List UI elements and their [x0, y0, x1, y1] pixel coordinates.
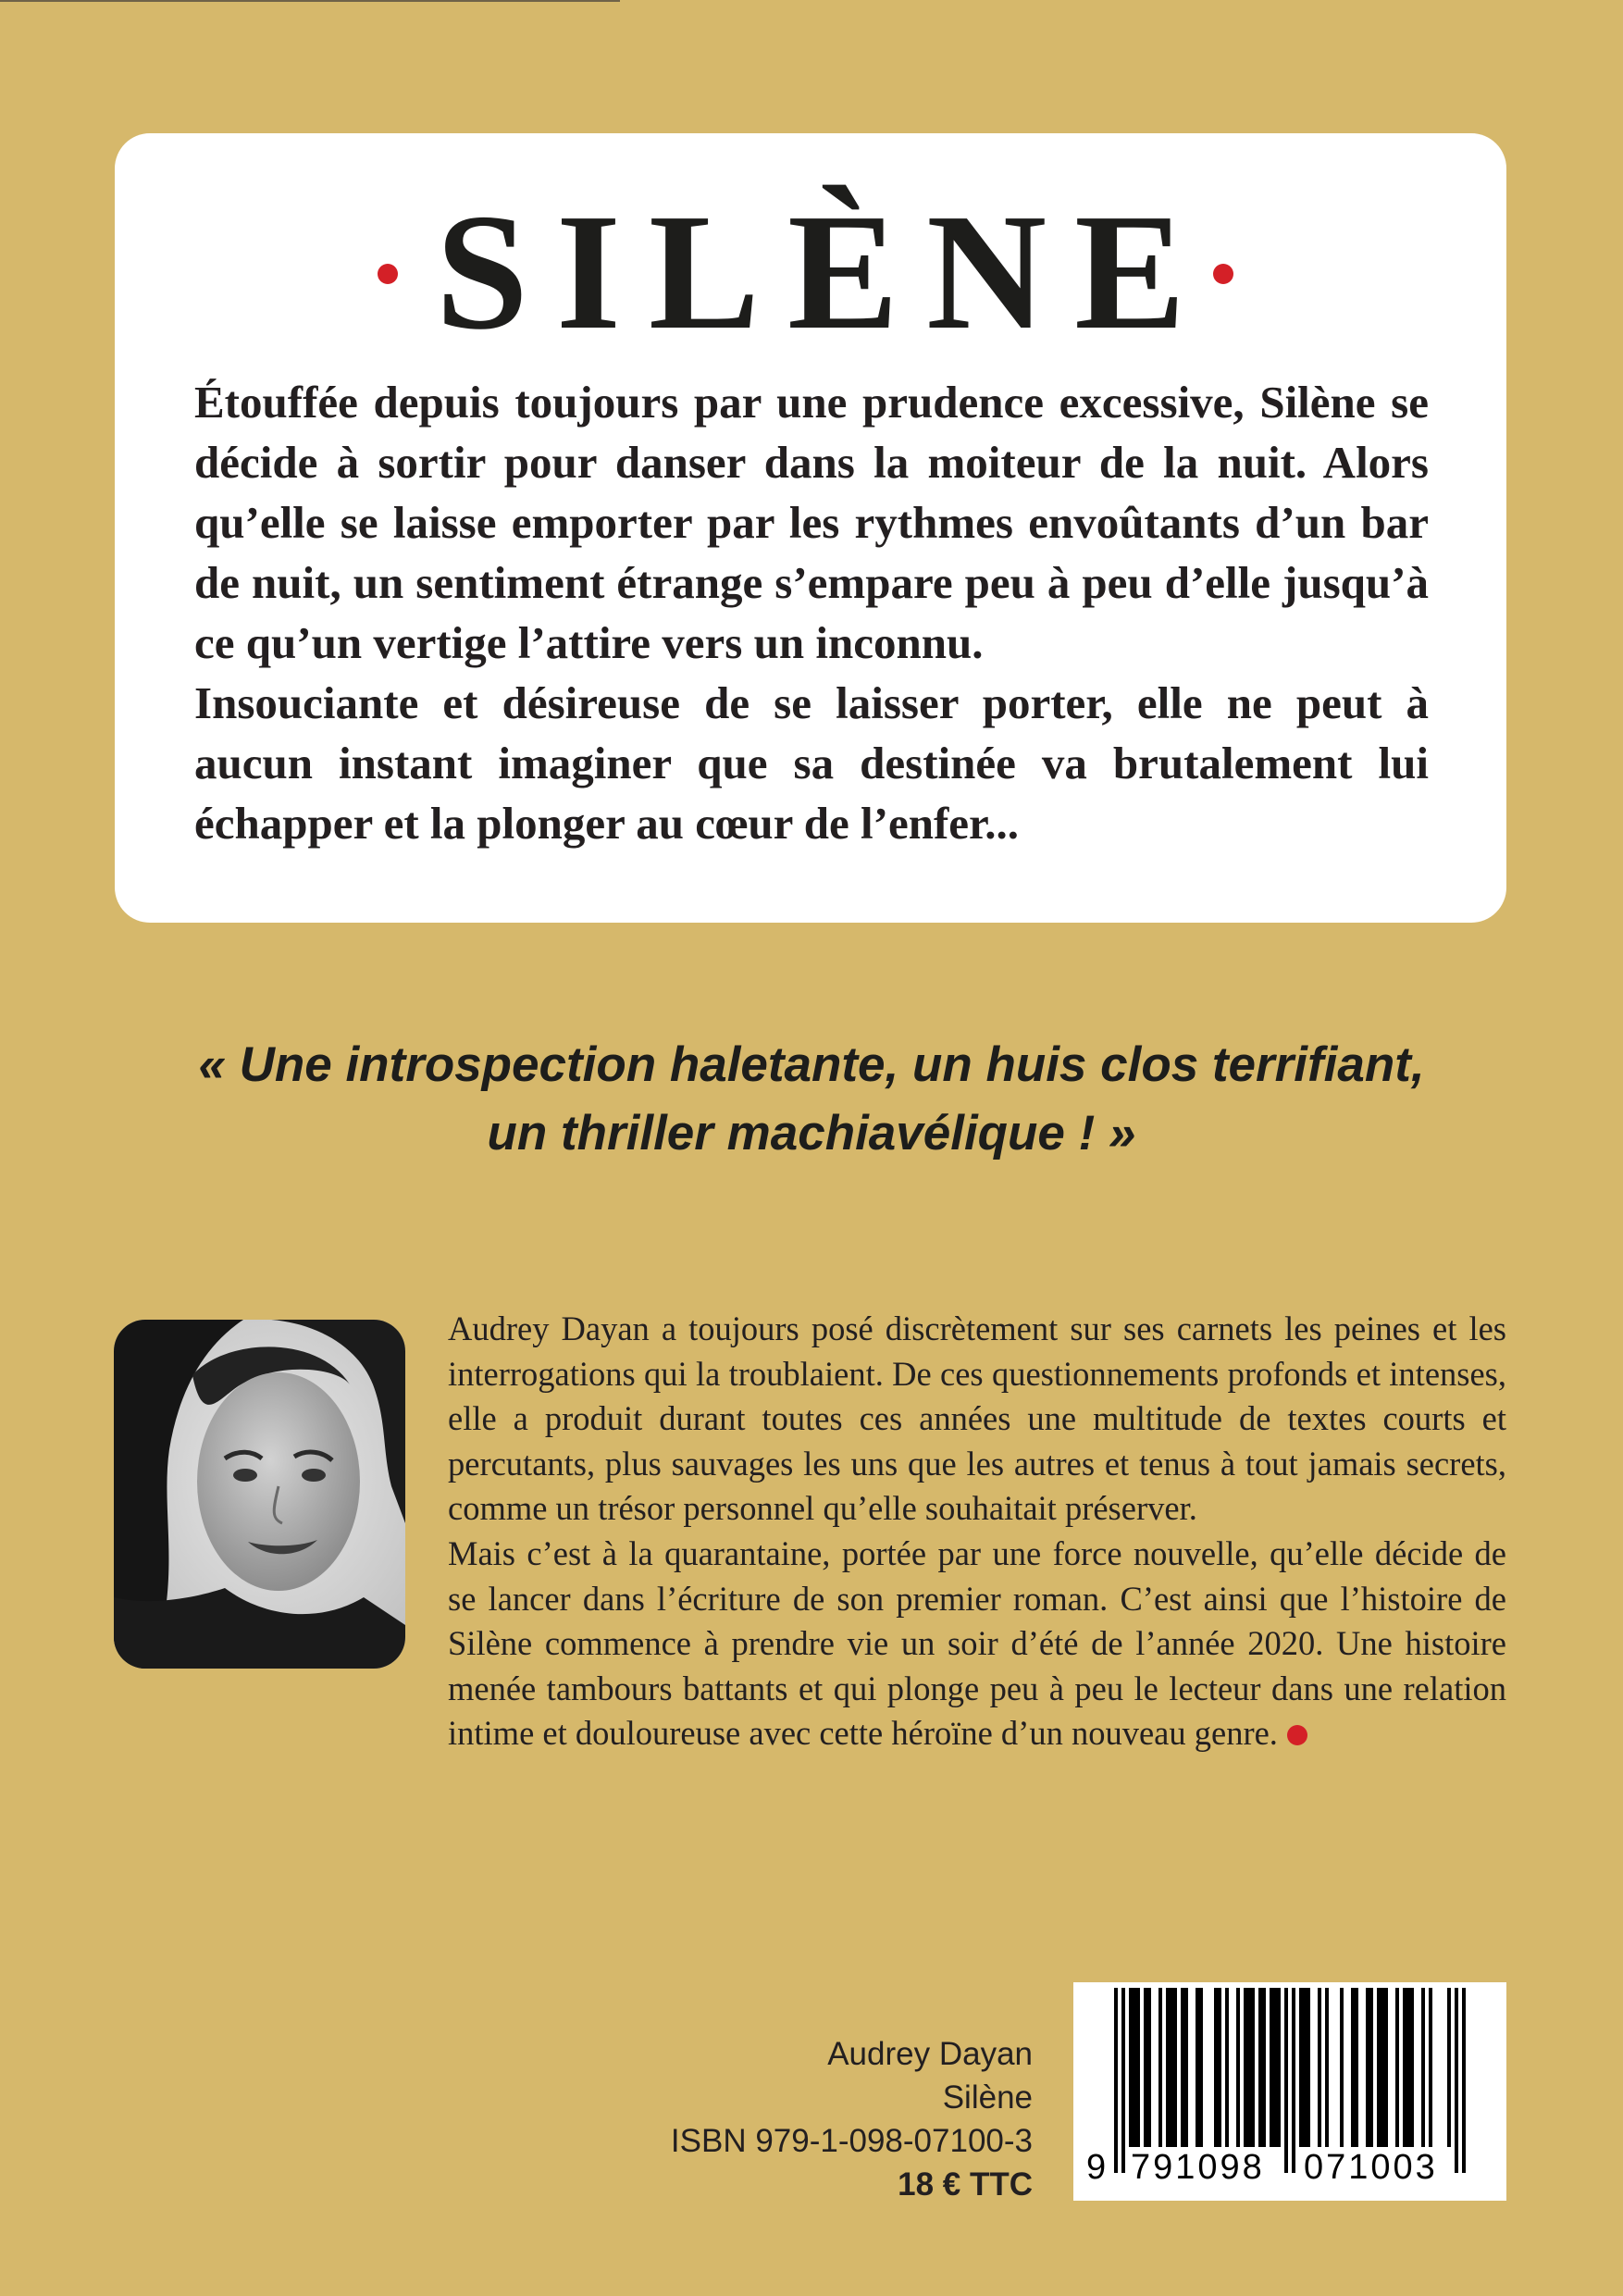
barcode-bar	[1369, 1988, 1373, 2147]
imprint-price: 18 € TTC	[898, 2166, 1033, 2203]
barcode-bar	[1318, 1988, 1321, 2147]
barcode-bar	[1303, 1988, 1307, 2147]
quote-line-1: « Une introspection haletante, un huis clos terrifiant,	[198, 1037, 1425, 1092]
barcode-bar	[1421, 1988, 1425, 2147]
bio-paragraph-2-text: Mais c’est à la quarantaine, portée par une force nouvelle, qu’elle décide de se lancer dans l’écriture de son premier roman. C’est ainsi que l’histoire de Silène commence à prendre vie un soir d’été de l’année 2020. Une histoire menée tambours battants et qui plonge peu à peu le lecteur dans une relation intime et douloureuse avec cette héroïne d’un nouveau genre.	[448, 1533, 1506, 1753]
barcode-bar	[1166, 1988, 1170, 2147]
barcode-bar	[1244, 1988, 1247, 2147]
barcode-bar	[1214, 1988, 1218, 2147]
barcode-right-group: 071003	[1304, 2148, 1438, 2187]
barcode-bar	[1377, 1988, 1381, 2147]
barcode-bar	[1384, 1988, 1388, 2147]
barcode-bar	[1270, 1988, 1273, 2147]
barcode-bar	[1262, 1988, 1266, 2147]
imprint-isbn: ISBN 979-1-098-07100-3	[670, 2123, 1033, 2159]
author-bio	[115, 1307, 1506, 1756]
barcode-bar	[1251, 1988, 1255, 2147]
barcode-bar	[1447, 1988, 1451, 2147]
barcode-guard-bar	[1462, 1988, 1466, 2173]
synopsis-paragraph-1: Étouffée depuis toujours par une prudence excessive, Silène se décide à sortir pour danser dans la moiteur de la nuit. Alors qu’elle se laisse emporter par les rythmes envoûtants d’un bar de nuit, un sentiment étrange s’empare peu à peu d’elle jusqu’à ce qu’un vertige l’attire vers un inconnu.	[194, 377, 1429, 668]
barcode-bar	[1170, 1988, 1173, 2147]
barcode-bar	[1144, 1988, 1147, 2147]
barcode-bar	[1184, 1988, 1188, 2147]
barcode-bar	[1147, 1988, 1151, 2147]
barcode-guard-bar	[1284, 1988, 1288, 2173]
barcode-bar	[1136, 1988, 1140, 2147]
synopsis-text	[194, 372, 1429, 853]
barcode-bar	[1307, 1988, 1310, 2147]
barcode-bar	[1258, 1988, 1262, 2147]
barcode-first-digit: 9	[1086, 2148, 1107, 2187]
barcode-bar	[1351, 1988, 1355, 2147]
barcode-bar	[1196, 1988, 1199, 2147]
barcode-bar	[1340, 1988, 1344, 2147]
imprint-block	[671, 2032, 1033, 2206]
barcode-guard-bar	[1121, 1988, 1125, 2173]
bio-paragraph-1: Audrey Dayan a toujours posé discrètement sur ses carnets les peines et les interrogations qui la troublaient. De ces questionnements profonds et intenses, elle a produit durant toutes ces années une multitude de textes courts et percutants, plus sauvages les uns que les autres et tenus à tout jamais secrets, comme un trésor personnel qu’elle souhaitait préserver.	[448, 1309, 1506, 1528]
barcode-bar	[1129, 1988, 1133, 2147]
barcode-bar	[1181, 1988, 1184, 2147]
top-rule	[0, 0, 620, 2]
barcode-bar	[1247, 1988, 1251, 2147]
barcode-bar	[1218, 1988, 1221, 2147]
synopsis-card	[115, 133, 1506, 923]
barcode-bar	[1381, 1988, 1384, 2147]
book-title: SILÈNE	[435, 180, 1214, 364]
barcode-bar	[1133, 1988, 1136, 2147]
press-quote	[0, 1031, 1623, 1168]
barcode-bar	[1225, 1988, 1229, 2147]
barcode-bar	[1173, 1988, 1177, 2147]
barcode-bar	[1158, 1988, 1162, 2147]
barcode-bar	[1395, 1988, 1399, 2147]
barcode-bar	[1406, 1988, 1410, 2147]
title-row	[115, 180, 1506, 364]
barcode-bar	[1299, 1988, 1303, 2147]
isbn-barcode	[1073, 1982, 1506, 2201]
barcode-bar	[1403, 1988, 1406, 2147]
quote-line-2: un thriller machiavélique ! »	[487, 1106, 1136, 1160]
barcode-guard-bar	[1114, 1988, 1118, 2173]
barcode-guard-bar	[1455, 1988, 1458, 2173]
barcode-bar	[1410, 1988, 1414, 2147]
barcode-bar	[1355, 1988, 1358, 2147]
barcode-bar	[1277, 1988, 1281, 2147]
barcode-bar	[1325, 1988, 1329, 2147]
bio-photo-spacer	[115, 1307, 448, 1712]
end-mark-dot	[1287, 1725, 1307, 1745]
barcode-guard-bar	[1292, 1988, 1295, 2173]
barcode-bar	[1199, 1988, 1203, 2147]
barcode-bar	[1366, 1988, 1369, 2147]
barcode-bar	[1236, 1988, 1240, 2147]
barcode-bar	[1429, 1988, 1432, 2147]
barcode-left-group: 791098	[1131, 2148, 1265, 2187]
imprint-author: Audrey Dayan	[827, 2036, 1033, 2072]
barcode-bar	[1273, 1988, 1277, 2147]
synopsis-paragraph-2: Insouciante et désireuse de se laisser porter, elle ne peut à aucun instant imaginer que sa destinée va brutalement lui échapper et la plonger au cœur de l’enfer...	[194, 677, 1429, 849]
imprint-title: Silène	[942, 2079, 1033, 2116]
